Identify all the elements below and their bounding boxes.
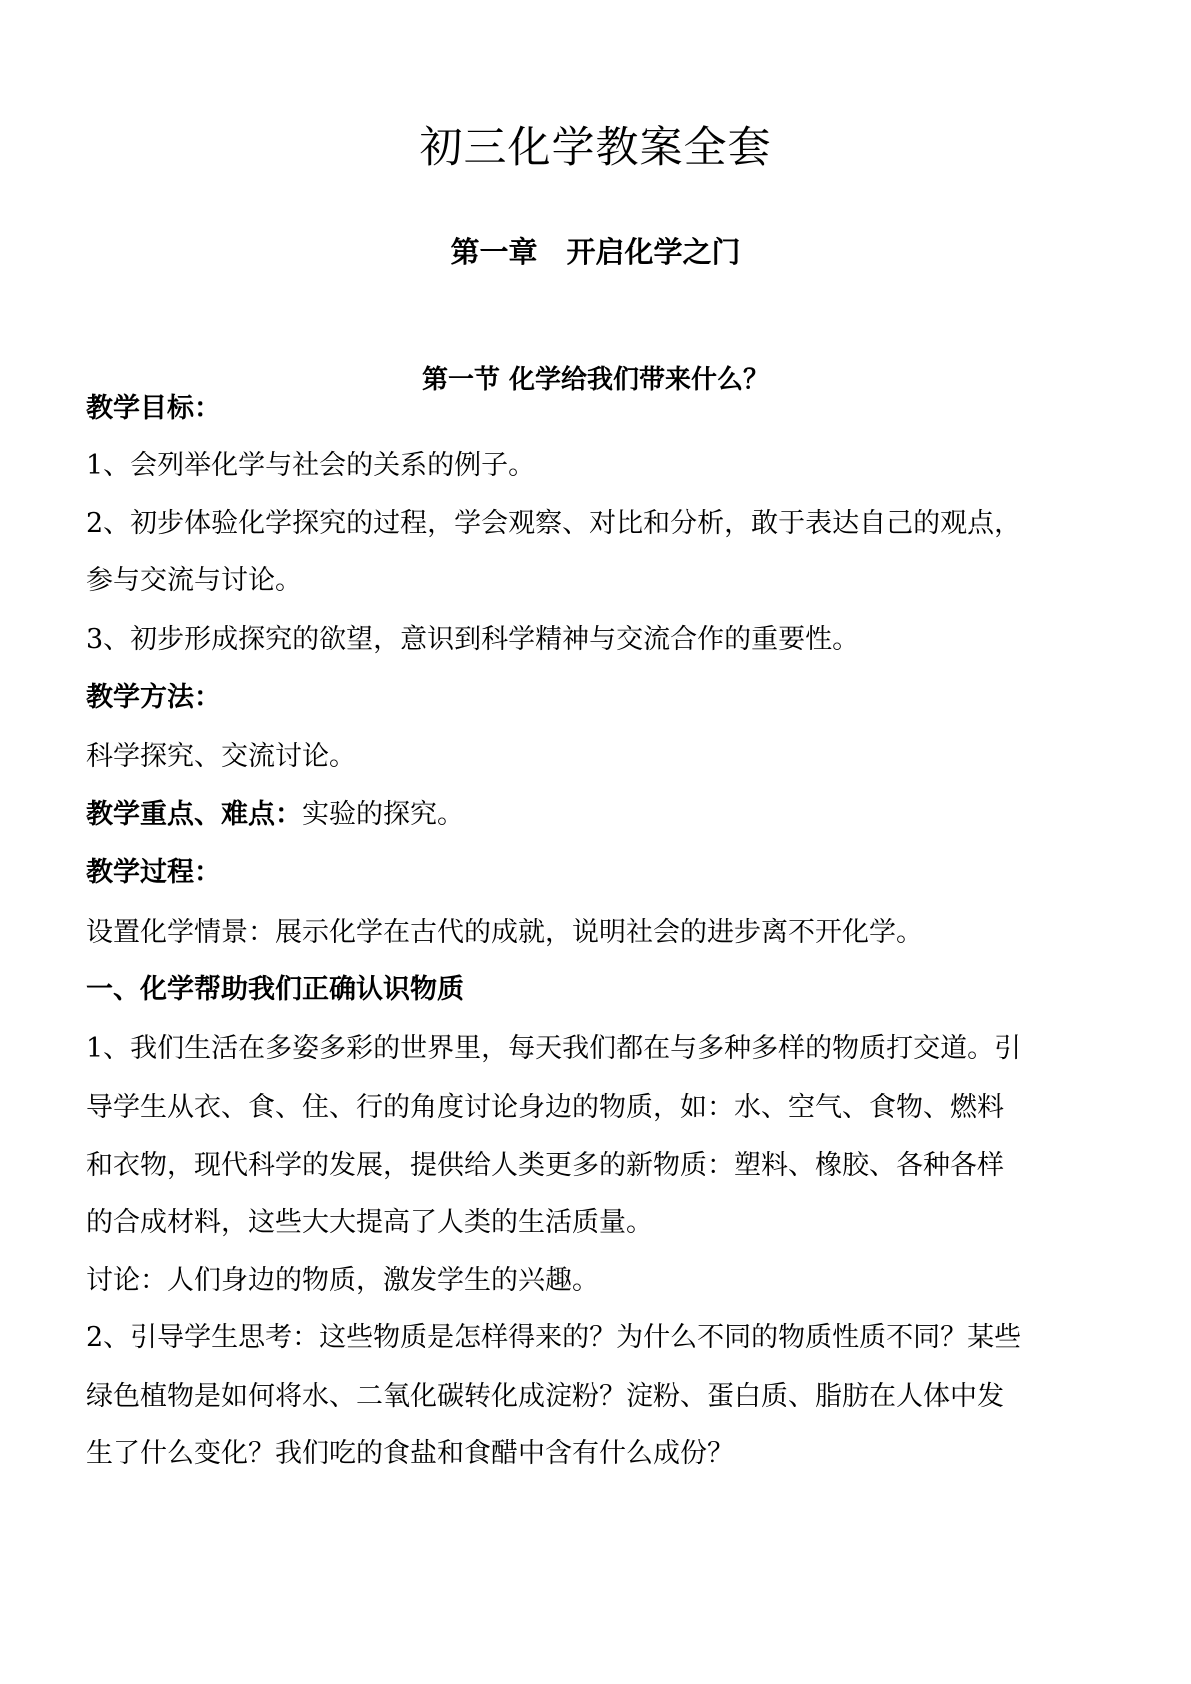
paragraph-2-line-3: 生了什么变化？我们吃的食盐和食醋中含有什么成份？ (86, 1438, 734, 1469)
paragraph-2-line-1: 2、引导学生思考：这些物质是怎样得来的？为什么不同的物质性质不同？某些 (86, 1322, 1022, 1353)
scenario-text: 设置化学情景：展示化学在古代的成就，说明社会的进步离不开化学。 (86, 917, 923, 948)
paragraph-1-line-1: 1、我们生活在多姿多彩的世界里，每天我们都在与多种多样的物质打交道。引 (86, 1033, 1022, 1064)
discussion-text: 讨论：人们身边的物质，激发学生的兴趣。 (86, 1265, 599, 1296)
part-1-heading: 一、化学帮助我们正确认识物质 (86, 974, 464, 1005)
objective-3: 3、初步形成探究的欲望，意识到科学精神与交流合作的重要性。 (86, 624, 860, 655)
process-heading: 教学过程： (86, 857, 221, 888)
keypoints-line (86, 795, 1126, 835)
objectives-heading: 教学目标： (86, 393, 221, 424)
paragraph-1-line-4: 的合成材料，这些大大提高了人类的生活质量。 (86, 1207, 653, 1238)
chapter-title: 第一章 开启化学之门 (450, 235, 741, 269)
objective-2-line-2: 参与交流与讨论。 (86, 565, 302, 596)
paragraph-1-line-3: 和衣物，现代科学的发展，提供给人类更多的新物质：塑料、橡胶、各种各样 (86, 1150, 1004, 1181)
objective-1: 1、会列举化学与社会的关系的例子。 (86, 450, 536, 481)
methods-text: 科学探究、交流讨论。 (86, 741, 356, 772)
document-title: 初三化学教案全套 (419, 123, 772, 173)
paragraph-1-line-2: 导学生从衣、食、住、行的角度讨论身边的物质，如：水、空气、食物、燃料 (86, 1092, 1004, 1123)
keypoints-heading: 教学重点、难点： (86, 799, 302, 830)
methods-heading: 教学方法： (86, 682, 221, 713)
section-title: 第一节 化学给我们带来什么？ (421, 365, 770, 395)
keypoints-text: 实验的探究。 (302, 799, 464, 830)
paragraph-2-line-2: 绿色植物是如何将水、二氧化碳转化成淀粉？淀粉、蛋白质、脂肪在人体中发 (86, 1381, 1004, 1412)
objective-2-line-1: 2、初步体验化学探究的过程，学会观察、对比和分析，敢于表达自己的观点， (86, 508, 1022, 539)
